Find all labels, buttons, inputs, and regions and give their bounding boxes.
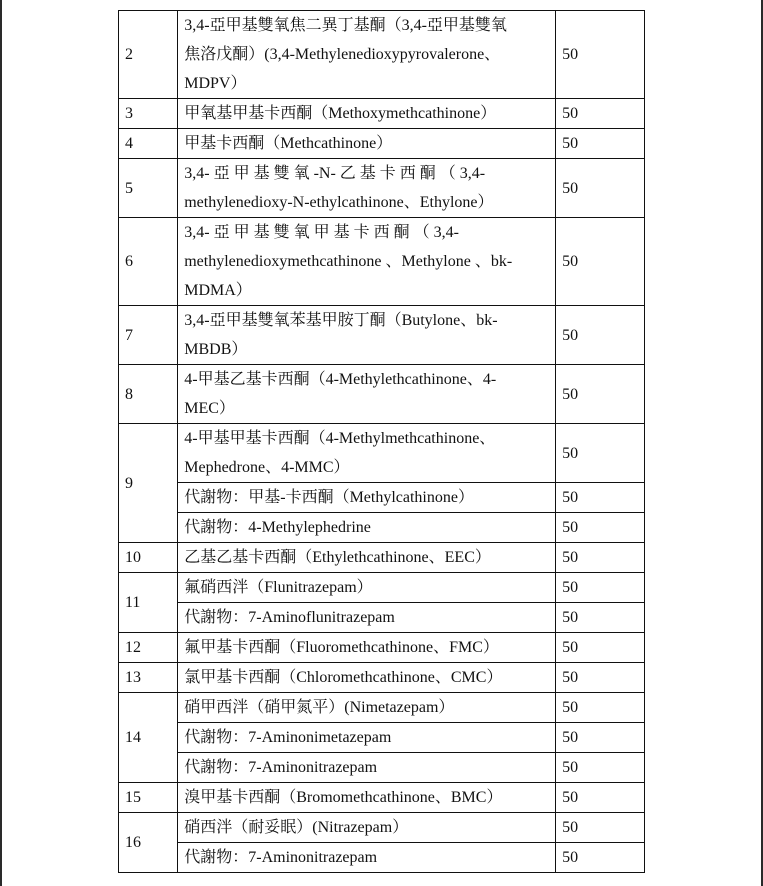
substance-name-line: 3,4- 亞 甲 基 雙 氧 甲 基 卡 西 酮 （ 3,4- xyxy=(184,224,459,241)
table-row xyxy=(119,365,645,424)
substance-name xyxy=(178,483,556,513)
table-row xyxy=(119,483,645,513)
substance-name xyxy=(178,365,556,424)
substance-name xyxy=(178,813,556,843)
substance-name-line: 氟甲基卡西酮（Fluoromethcathinone、FMC） xyxy=(184,639,499,656)
substance-name xyxy=(178,129,556,159)
substance-name xyxy=(178,753,556,783)
item-number: 16 xyxy=(119,813,178,873)
table-row xyxy=(119,218,645,306)
table-row xyxy=(119,633,645,663)
substance-name-line: 乙基乙基卡西酮（Ethylethcathinone、EEC） xyxy=(184,549,491,566)
substance-name-line: methylenedioxymethcathinone 、Methylone 、bk- xyxy=(184,253,513,270)
table-row xyxy=(119,573,645,603)
substance-name-line: 硝西泮（耐妥眠）(Nitrazepam） xyxy=(184,819,409,836)
substance-name xyxy=(178,306,556,365)
quantity-value: 50 xyxy=(556,306,645,365)
substance-name-line: 4-甲基甲基卡西酮（4-Methylmethcathinone、 xyxy=(184,430,496,447)
substance-name-line: 3,4-亞甲基雙氧焦二異丁基酮（3,4-亞甲基雙氧 xyxy=(184,17,507,34)
substance-name xyxy=(178,218,556,306)
quantity-value: 50 xyxy=(556,663,645,693)
quantity-value: 50 xyxy=(556,129,645,159)
table-row xyxy=(119,306,645,365)
table-row xyxy=(119,723,645,753)
quantity-value: 50 xyxy=(556,723,645,753)
table-row xyxy=(119,513,645,543)
substance-name-line: 甲氧基甲基卡西酮（Methoxymethcathinone） xyxy=(184,105,497,122)
quantity-value: 50 xyxy=(556,365,645,424)
quantity-value: 50 xyxy=(556,753,645,783)
substance-name xyxy=(178,11,556,99)
item-number: 13 xyxy=(119,663,178,693)
substance-name xyxy=(178,99,556,129)
item-number: 12 xyxy=(119,633,178,663)
item-number: 5 xyxy=(119,159,178,218)
item-number: 15 xyxy=(119,783,178,813)
quantity-value: 50 xyxy=(556,218,645,306)
quantity-value: 50 xyxy=(556,159,645,218)
substance-name-line: 焦洛戊酮）(3,4-Methylenedioxypyrovalerone、 xyxy=(184,46,501,63)
table-row xyxy=(119,753,645,783)
quantity-value: 50 xyxy=(556,783,645,813)
item-number: 7 xyxy=(119,306,178,365)
table-row xyxy=(119,129,645,159)
substance-name xyxy=(178,693,556,723)
substance-name-line: MBDB） xyxy=(184,341,248,358)
table-row xyxy=(119,603,645,633)
substance-name xyxy=(178,543,556,573)
substance-name-line: 代謝物：甲基-卡西酮（Methylcathinone） xyxy=(184,489,474,506)
table-row xyxy=(119,693,645,723)
quantity-value: 50 xyxy=(556,573,645,603)
item-number: 2 xyxy=(119,11,178,99)
quantity-value: 50 xyxy=(556,633,645,663)
substance-name-line: MDPV） xyxy=(184,75,247,92)
substance-name xyxy=(178,783,556,813)
window-edge-left xyxy=(0,0,2,886)
substance-name xyxy=(178,603,556,633)
substance-name-line: MEC） xyxy=(184,400,235,417)
quantity-value: 50 xyxy=(556,693,645,723)
substance-name-line: 代謝物：4-Methylephedrine xyxy=(184,519,371,536)
substance-name xyxy=(178,723,556,753)
substance-name xyxy=(178,573,556,603)
substance-name xyxy=(178,424,556,483)
substance-name-line: 代謝物：7-Aminonimetazepam xyxy=(184,729,392,746)
substance-name-line: 代謝物：7-Aminonitrazepam xyxy=(184,759,378,776)
table-row xyxy=(119,843,645,873)
item-number: 10 xyxy=(119,543,178,573)
substance-name-line: 4-甲基乙基卡西酮（4-Methylethcathinone、4- xyxy=(184,371,497,388)
substance-name-line: 氟硝西泮（Flunitrazepam） xyxy=(184,579,373,596)
substance-name-line: 代謝物：7-Aminoflunitrazepam xyxy=(184,609,395,626)
item-number: 11 xyxy=(119,573,178,633)
quantity-value: 50 xyxy=(556,543,645,573)
quantity-value: 50 xyxy=(556,843,645,873)
substance-name-line: 硝甲西泮（硝甲氮平）(Nimetazepam） xyxy=(184,699,455,716)
substance-name-line: 3,4-亞甲基雙氧苯基甲胺丁酮（Butylone、bk- xyxy=(184,312,498,329)
table-row xyxy=(119,99,645,129)
table-row xyxy=(119,424,645,483)
quantity-value: 50 xyxy=(556,11,645,99)
table-row xyxy=(119,813,645,843)
item-number: 3 xyxy=(119,99,178,129)
quantity-value: 50 xyxy=(556,813,645,843)
substance-name-line: MDMA） xyxy=(184,282,252,299)
item-number: 8 xyxy=(119,365,178,424)
table-row xyxy=(119,543,645,573)
substance-name-line: methylenedioxy-N-ethylcathinone、Ethylone） xyxy=(184,194,494,211)
substance-name xyxy=(178,843,556,873)
substance-name xyxy=(178,663,556,693)
substance-table xyxy=(118,10,645,873)
item-number: 4 xyxy=(119,129,178,159)
substance-name-line: 溴甲基卡西酮（Bromomethcathinone、BMC） xyxy=(184,789,503,806)
substance-name-line: 甲基卡西酮（Methcathinone） xyxy=(184,135,393,152)
quantity-value: 50 xyxy=(556,513,645,543)
substance-name xyxy=(178,159,556,218)
substance-name xyxy=(178,633,556,663)
substance-name-line: 代謝物：7-Aminonitrazepam xyxy=(184,849,378,866)
item-number: 9 xyxy=(119,424,178,543)
table-row xyxy=(119,159,645,218)
substance-name xyxy=(178,513,556,543)
quantity-value: 50 xyxy=(556,483,645,513)
substance-name-line: Mephedrone、4-MMC） xyxy=(184,459,350,476)
quantity-value: 50 xyxy=(556,99,645,129)
table-row xyxy=(119,663,645,693)
table-row xyxy=(119,783,645,813)
item-number: 14 xyxy=(119,693,178,783)
substance-name-line: 氯甲基卡西酮（Chloromethcathinone、CMC） xyxy=(184,669,503,686)
table-row xyxy=(119,11,645,99)
substance-name-line: 3,4- 亞 甲 基 雙 氧 -N- 乙 基 卡 西 酮 （ 3,4- xyxy=(184,165,486,182)
item-number: 6 xyxy=(119,218,178,306)
quantity-value: 50 xyxy=(556,424,645,483)
quantity-value: 50 xyxy=(556,603,645,633)
